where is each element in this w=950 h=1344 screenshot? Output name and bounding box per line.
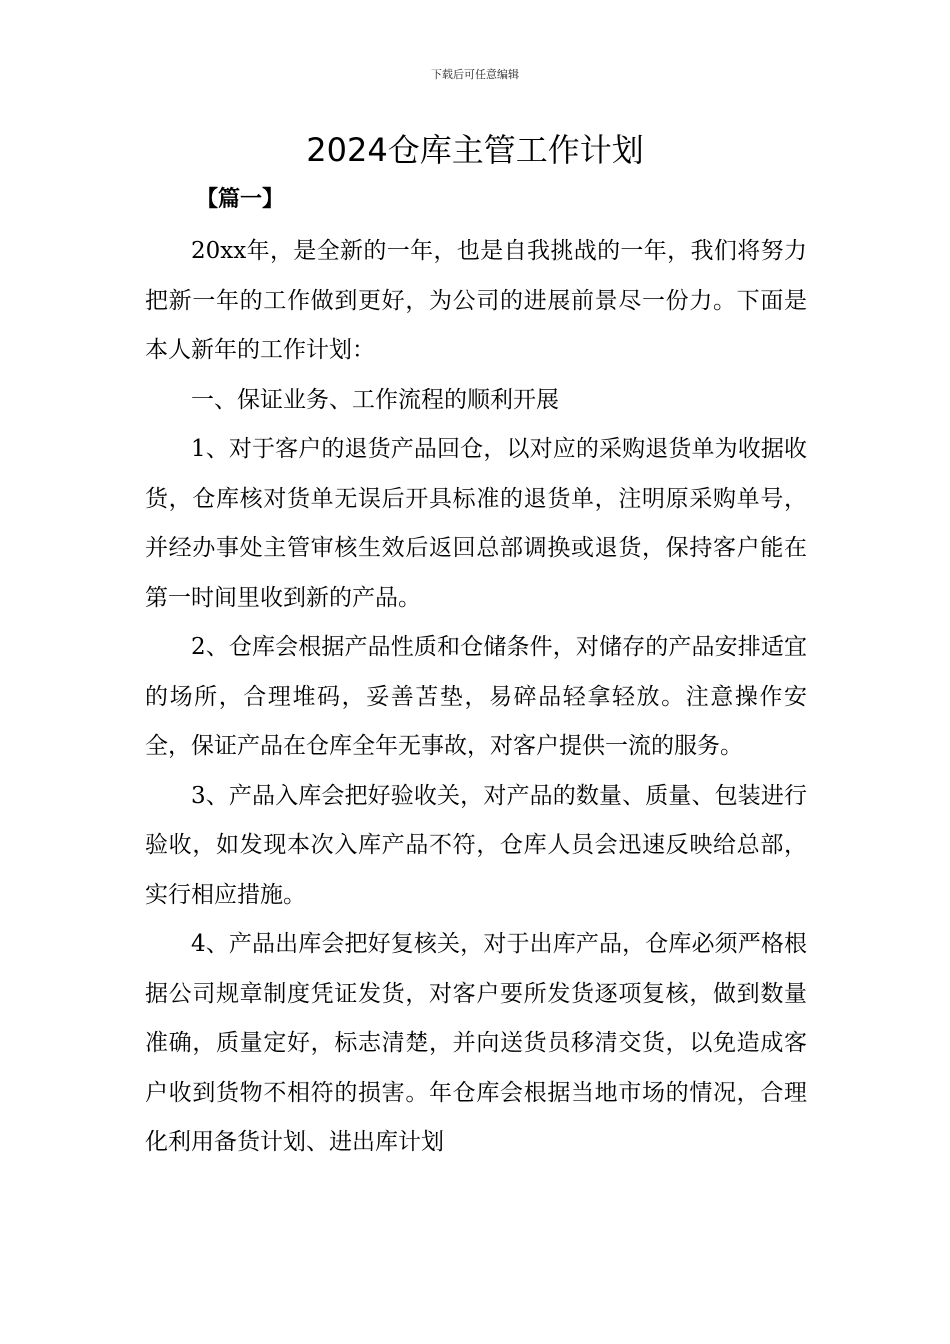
page-header-note: 下载后可任意编辑 xyxy=(431,68,519,81)
paragraph-intro: 20xx年，是全新的一年，也是自我挑战的一年，我们将努力把新一年的工作做到更好，为公司的进展前景尽一份力。下面是本人新年的工作计划： xyxy=(145,238,807,363)
paragraph-item-2: 2、仓库会根据产品性质和仓储条件，对储存的产品安排适宜的场所，合理堆码，妥善苫垫，易碎品轻拿轻放。注意操作安全，保证产品在仓库全年无事故，对客户提供一流的服务。 xyxy=(145,634,807,759)
section-tag: 【篇一】 xyxy=(196,187,285,212)
paragraph-item-4: 4、产品出库会把好复核关，对于出库产品，仓库必须严格根据公司规章制度凭证发货，对客户要所发货逐项复核，做到数量准确，质量定好，标志清楚，并向送货员移清交货，以免造成客户收到货物不相符的损害。年仓库会根据当地市场的情况，合理化利用备货计划、进出库计划 xyxy=(145,931,807,1155)
document-body xyxy=(145,227,807,1168)
paragraph-heading-1: 一、保证业务、工作流程的顺利开展 xyxy=(191,386,559,413)
paragraph-item-3: 3、产品入库会把好验收关，对产品的数量、质量、包装进行验收，如发现本次入库产品不符，仓库人员会迅速反映给总部，实行相应措施。 xyxy=(145,782,807,908)
document-title: 2024仓库主管工作计划 xyxy=(306,131,644,169)
paragraph-item-1: 1、对于客户的退货产品回仓，以对应的采购退货单为收据收货，仓库核对货单无误后开具标准的退货单，注明原采购单号，并经办事处主管审核生效后返回总部调换或退货，保持客户能在第一时间里收到新的产品。 xyxy=(145,436,807,611)
